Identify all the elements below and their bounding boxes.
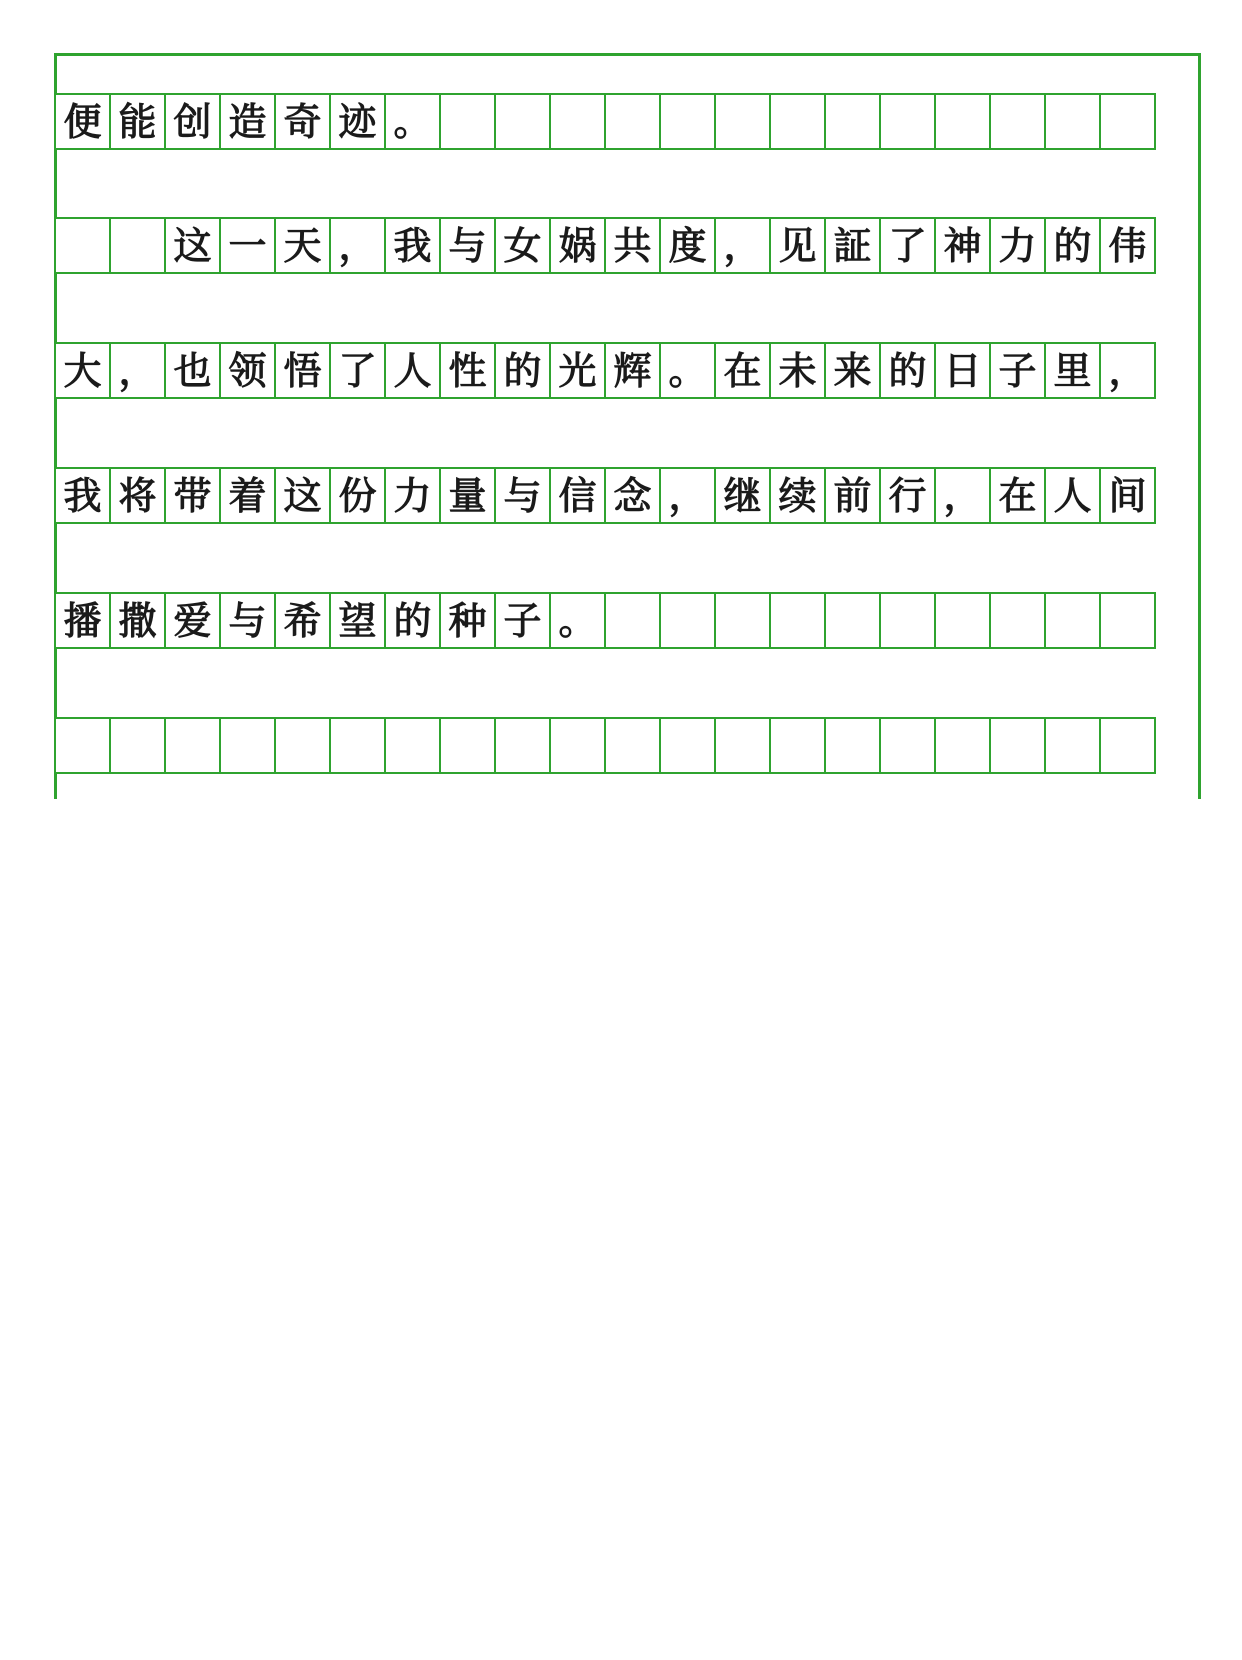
composition-grid-paper [54,53,1201,799]
grid-cell-character: 行 [879,467,936,524]
grid-cell-empty [769,717,826,774]
grid-cell-character: 迹 [329,93,386,150]
grid-cell-character: 度 [659,217,716,274]
grid-cell-character: 份 [329,467,386,524]
grid-cell-empty [824,93,881,150]
grid-cell-character: 神 [934,217,991,274]
grid-cell-empty [879,717,936,774]
grid-cell-character: ， [109,342,166,399]
grid-cell-character: 我 [384,217,441,274]
grid-cell-empty [54,717,111,774]
grid-cell-character: 我 [54,467,111,524]
grid-cell-character: 与 [439,217,496,274]
spacer-band [57,56,1198,91]
grid-cell-character: 女 [494,217,551,274]
grid-cell-character: 带 [164,467,221,524]
spacer-band [57,275,1198,303]
grid-cell-empty [549,93,606,150]
grid-cell-character: ， [714,217,771,274]
grid-row [54,342,1154,399]
grid-cell-character: ， [659,467,716,524]
spacer-band [57,775,1198,803]
grid-cell-character: 悟 [274,342,331,399]
grid-cell-character: 的 [494,342,551,399]
grid-cell-character: 前 [824,467,881,524]
grid-cell-character: 在 [989,467,1046,524]
grid-cell-character: 一 [219,217,276,274]
grid-cell-character: 创 [164,93,221,150]
grid-cell-empty [494,717,551,774]
grid-cell-empty [439,717,496,774]
grid-row [54,217,1154,274]
grid-cell-character: 了 [329,342,386,399]
grid-cell-character: 领 [219,342,276,399]
grid-cell-character: 共 [604,217,661,274]
grid-cell-empty [1099,717,1156,774]
grid-cell-character: 天 [274,217,331,274]
grid-cell-empty [384,717,441,774]
grid-cell-character: 着 [219,467,276,524]
grid-row [54,592,1154,649]
grid-cell-character: 爱 [164,592,221,649]
grid-cell-character: 的 [384,592,441,649]
grid-cell-character: 间 [1099,467,1156,524]
grid-cell-character: 与 [219,592,276,649]
grid-cell-character: 大 [54,342,111,399]
grid-cell-character: 子 [989,342,1046,399]
grid-cell-empty [604,592,661,649]
grid-cell-empty [824,592,881,649]
grid-cell-character: 续 [769,467,826,524]
spacer-band [57,400,1198,428]
grid-cell-character: 伟 [1099,217,1156,274]
grid-cell-character: 娲 [549,217,606,274]
grid-cell-empty [824,717,881,774]
grid-cell-character: ， [1099,342,1156,399]
grid-cell-character: 来 [824,342,881,399]
grid-cell-character: 性 [439,342,496,399]
grid-cell-character: 人 [384,342,441,399]
grid-cell-character: 这 [274,467,331,524]
grid-row [54,717,1154,774]
grid-cell-character: 力 [384,467,441,524]
grid-cell-character: 未 [769,342,826,399]
grid-cell-character: 播 [54,592,111,649]
grid-cell-empty [769,592,826,649]
grid-cell-empty [164,717,221,774]
spacer-band [57,525,1198,553]
grid-cell-empty [494,93,551,150]
grid-cell-character: 辉 [604,342,661,399]
grid-cell-empty [1044,717,1101,774]
grid-cell-character: 日 [934,342,991,399]
grid-cell-character: 。 [384,93,441,150]
grid-cell-character: 。 [659,342,716,399]
grid-cell-character: 。 [549,592,606,649]
grid-cell-character: 撒 [109,592,166,649]
grid-cell-empty [1099,592,1156,649]
grid-cell-character: 奇 [274,93,331,150]
grid-cell-character: 証 [824,217,881,274]
grid-cell-character: 能 [109,93,166,150]
grid-cell-character: 便 [54,93,111,150]
grid-cell-empty [439,93,496,150]
grid-cell-empty [549,717,606,774]
grid-cell-empty [329,717,386,774]
grid-cell-character: 光 [549,342,606,399]
grid-row [54,467,1154,524]
grid-cell-empty [714,717,771,774]
grid-cell-empty [1044,592,1101,649]
spacer-band [57,650,1198,678]
grid-cell-empty [934,717,991,774]
grid-cell-character: 信 [549,467,606,524]
grid-cell-character: 希 [274,592,331,649]
grid-cell-character: 人 [1044,467,1101,524]
grid-cell-empty [714,93,771,150]
grid-cell-character: 也 [164,342,221,399]
grid-cell-empty [989,93,1046,150]
grid-cell-character: 见 [769,217,826,274]
grid-cell-character: 子 [494,592,551,649]
grid-cell-character: 的 [879,342,936,399]
grid-cell-character: 力 [989,217,1046,274]
grid-cell-empty [934,592,991,649]
grid-cell-empty [1044,93,1101,150]
grid-cell-empty [274,717,331,774]
grid-cell-character: 里 [1044,342,1101,399]
grid-cell-character: 造 [219,93,276,150]
grid-cell-character: 继 [714,467,771,524]
grid-cell-empty [109,717,166,774]
grid-cell-character: 了 [879,217,936,274]
spacer-band [57,151,1198,179]
grid-cell-character: 种 [439,592,496,649]
grid-cell-empty [604,717,661,774]
grid-cell-empty [769,93,826,150]
grid-cell-character: 念 [604,467,661,524]
grid-cell-empty [714,592,771,649]
grid-cell-empty [659,592,716,649]
grid-cell-empty [1099,93,1156,150]
grid-cell-empty [219,717,276,774]
grid-cell-empty [659,717,716,774]
grid-cell-empty [54,217,111,274]
grid-cell-empty [879,93,936,150]
grid-cell-empty [109,217,166,274]
grid-cell-empty [989,592,1046,649]
grid-cell-character: 的 [1044,217,1101,274]
grid-cell-empty [879,592,936,649]
grid-cell-empty [989,717,1046,774]
grid-cell-character: 与 [494,467,551,524]
grid-cell-empty [934,93,991,150]
grid-cell-empty [604,93,661,150]
grid-row [54,93,1154,150]
grid-cell-character: 望 [329,592,386,649]
grid-cell-character: 这 [164,217,221,274]
grid-cell-empty [659,93,716,150]
grid-cell-character: 量 [439,467,496,524]
grid-cell-character: 将 [109,467,166,524]
grid-cell-character: ， [934,467,991,524]
grid-cell-character: ， [329,217,386,274]
grid-cell-character: 在 [714,342,771,399]
